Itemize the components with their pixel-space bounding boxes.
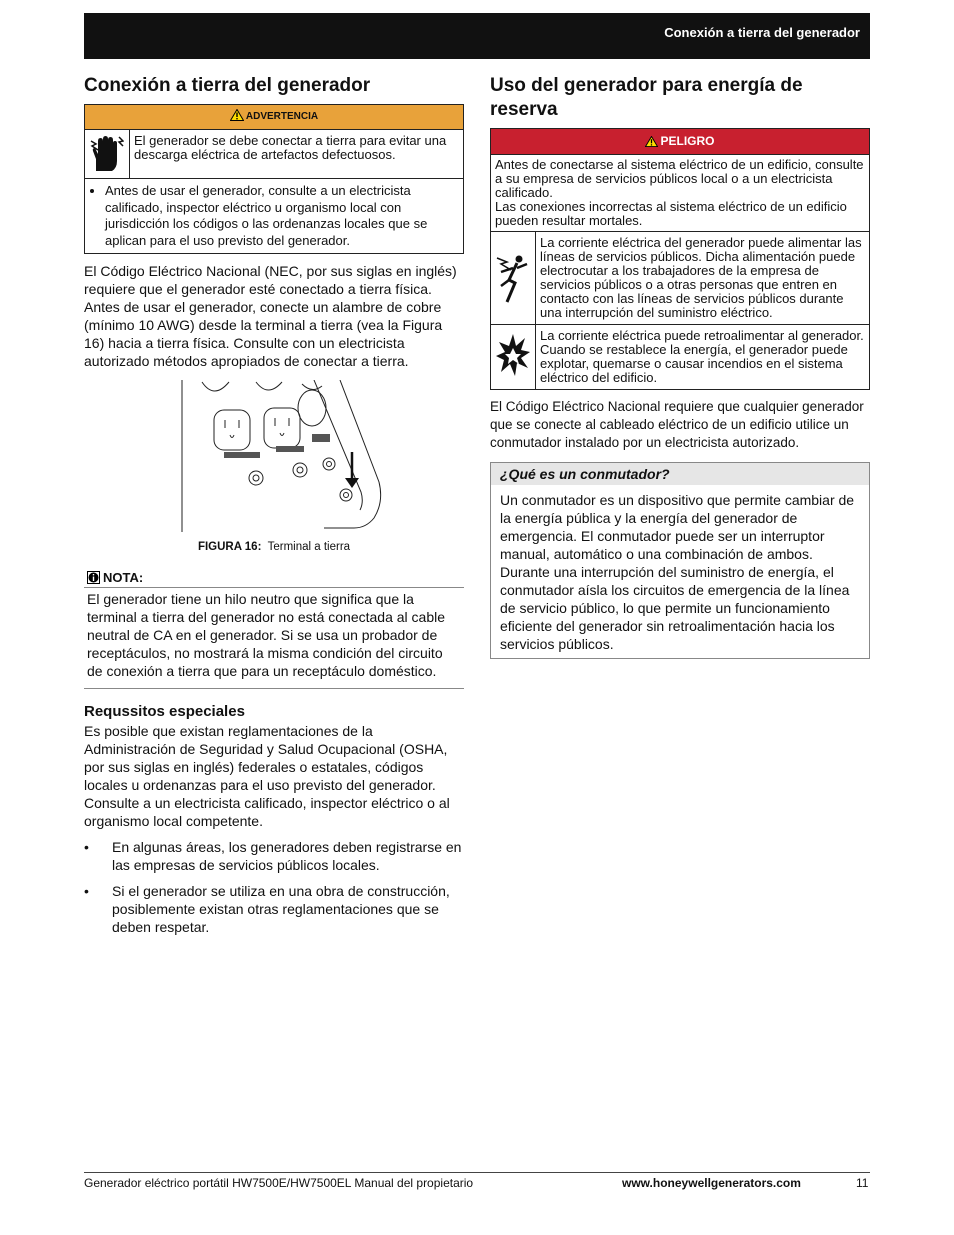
footer-divider: [84, 1172, 870, 1173]
danger-intro-1: Antes de conectarse al sistema eléctrico de un edificio, consulte a su empresa de servicios públicos local o a un electricista calificado.: [495, 157, 864, 200]
special-requirements-paragraph: Es posible que existan reglamentaciones de la Administración de Seguridad y Salud Ocupacional (OSHA, por sus siglas en inglés) federales o estatales, códigos locales u ordenanzas para el uso previsto del generador. Consulte a un electricista calificado, inspector eléctrico o al organismo local competente.: [84, 723, 450, 829]
right-column: [490, 74, 870, 659]
ground-terminal-illustration: [84, 380, 464, 532]
figure-caption-text: Terminal a tierra: [267, 541, 351, 553]
danger-header: [491, 129, 869, 155]
transfer-switch-box: [490, 462, 870, 659]
section-heading-grounding: Conexión a tierra del generador: [84, 75, 371, 96]
left-column: [84, 74, 464, 944]
list-item: • Si el generador se utiliza en una obra de construcción, posiblemente existan otras reglamentaciones que se deben respetar.: [84, 882, 464, 936]
figure-label: FIGURA 16:: [197, 541, 262, 553]
figure-caption: [84, 541, 464, 553]
info-icon: [87, 571, 100, 584]
section-heading-standby: Uso del generador para energía de reserva: [490, 75, 803, 120]
grounding-paragraph: El Código Eléctrico Nacional (NEC, por sus siglas en inglés) requiere que el generador esté conectado a tierra física. Antes de usar el generador, conecte un alambre de cobre (mínimo 10 AWG) desde la terminal a tierra (vea la Figura 16) hacia a tierra física. Consulte con un electricista autorizado métodos apropiados de conectar a tierra.: [84, 263, 457, 369]
danger-box: [490, 128, 870, 390]
note-label: NOTA:: [103, 570, 144, 585]
warning-header: [85, 105, 463, 130]
warning-bullets: [85, 179, 463, 253]
danger-row-explosion: [491, 325, 869, 389]
transfer-switch-text: Un conmutador es un dispositivo que permite cambiar de la energía pública y la energía del generador de emergencia. El conmutador puede ser un interruptor manual, automático o una combinación de ambos. Durante una interrupción del suministro de energía, el conmutador aísla los circuitos de emergencia de la línea de servicio público, lo que permite un funcionamiento eficiente del generador sin retroalimentación hacia los servicios públicos.: [500, 492, 855, 652]
requirements-list: [84, 838, 464, 936]
list-item: • En algunas áreas, los generadores deben registrarse en las empresas de servicios públicos locales.: [84, 838, 464, 874]
warning-label: ADVERTENCIA: [245, 111, 319, 122]
nec-paragraph: El Código Eléctrico Nacional requiere que cualquier generador que se conecte al cableado eléctrico de un edificio utilice un conmutador instalado por un electricista autorizado.: [490, 399, 864, 450]
note-body: El generador tiene un hilo neutro que significa que la terminal a tierra del generador no está conectada al cable neutral de CA en el generador. Si se usa un probador de receptáculos, no mostrará la misma condición del circuito de conexión a tierra que para un receptáculo doméstico.: [84, 588, 464, 689]
warning-triangle-icon: [645, 136, 658, 147]
danger-label: PELIGRO: [660, 134, 715, 148]
footer-url: www.honeywellgenerators.com: [622, 1176, 801, 1190]
electrocution-icon: [491, 232, 536, 324]
danger-row1-text: La corriente eléctrica del generador puede alimentar las líneas de servicios públicos. Dicha alimentación puede electrocutar a los trabajadores de la empresa de servicios públicos o a otras personas que entren en contacto con las líneas de servicios públicos durante una interrupción del suministro eléctrico.: [540, 235, 862, 320]
explosion-icon: [491, 325, 536, 389]
danger-row2-text: La corriente eléctrica puede retroalimentar al generador. Cuando se restablece la energía, el generador puede explotar, quemarse o causar incendios en el sistema eléctrico del edificio.: [540, 328, 864, 385]
danger-intro-row: [491, 155, 869, 232]
figure-ground-terminal: [84, 380, 464, 553]
subheading-special-requirements: Requssitos especiales: [84, 703, 245, 720]
danger-intro-2: Las conexiones incorrectas al sistema eléctrico de un edificio pueden resultar mortales.: [495, 199, 847, 228]
shock-hand-icon: [85, 130, 130, 178]
header-title: Conexión a tierra del generador: [664, 25, 860, 40]
transfer-switch-title: ¿Qué es un conmutador?: [491, 463, 869, 485]
footer-manual-title: Generador eléctrico portátil HW7500E/HW7500EL Manual del propietario: [84, 1176, 474, 1190]
warning-row: [85, 130, 463, 179]
warning-bullet: • Antes de usar el generador, consulte a un electricista calificado, inspector eléctrico u organismo local con jurisdicción los códigos o las ordenanzas locales que se aplican para el uso previsto del generador.: [105, 183, 455, 249]
danger-intro: [491, 155, 869, 231]
header-bar: [84, 13, 870, 59]
page-number: 11: [856, 1176, 869, 1190]
danger-row-electrocution: [491, 232, 869, 325]
warning-row-text: El generador se debe conectar a tierra para evitar una descarga eléctrica de artefactos defectuosos.: [134, 133, 447, 162]
warning-triangle-icon: [230, 109, 244, 121]
note-header: [84, 570, 464, 588]
warning-box: [84, 104, 464, 254]
